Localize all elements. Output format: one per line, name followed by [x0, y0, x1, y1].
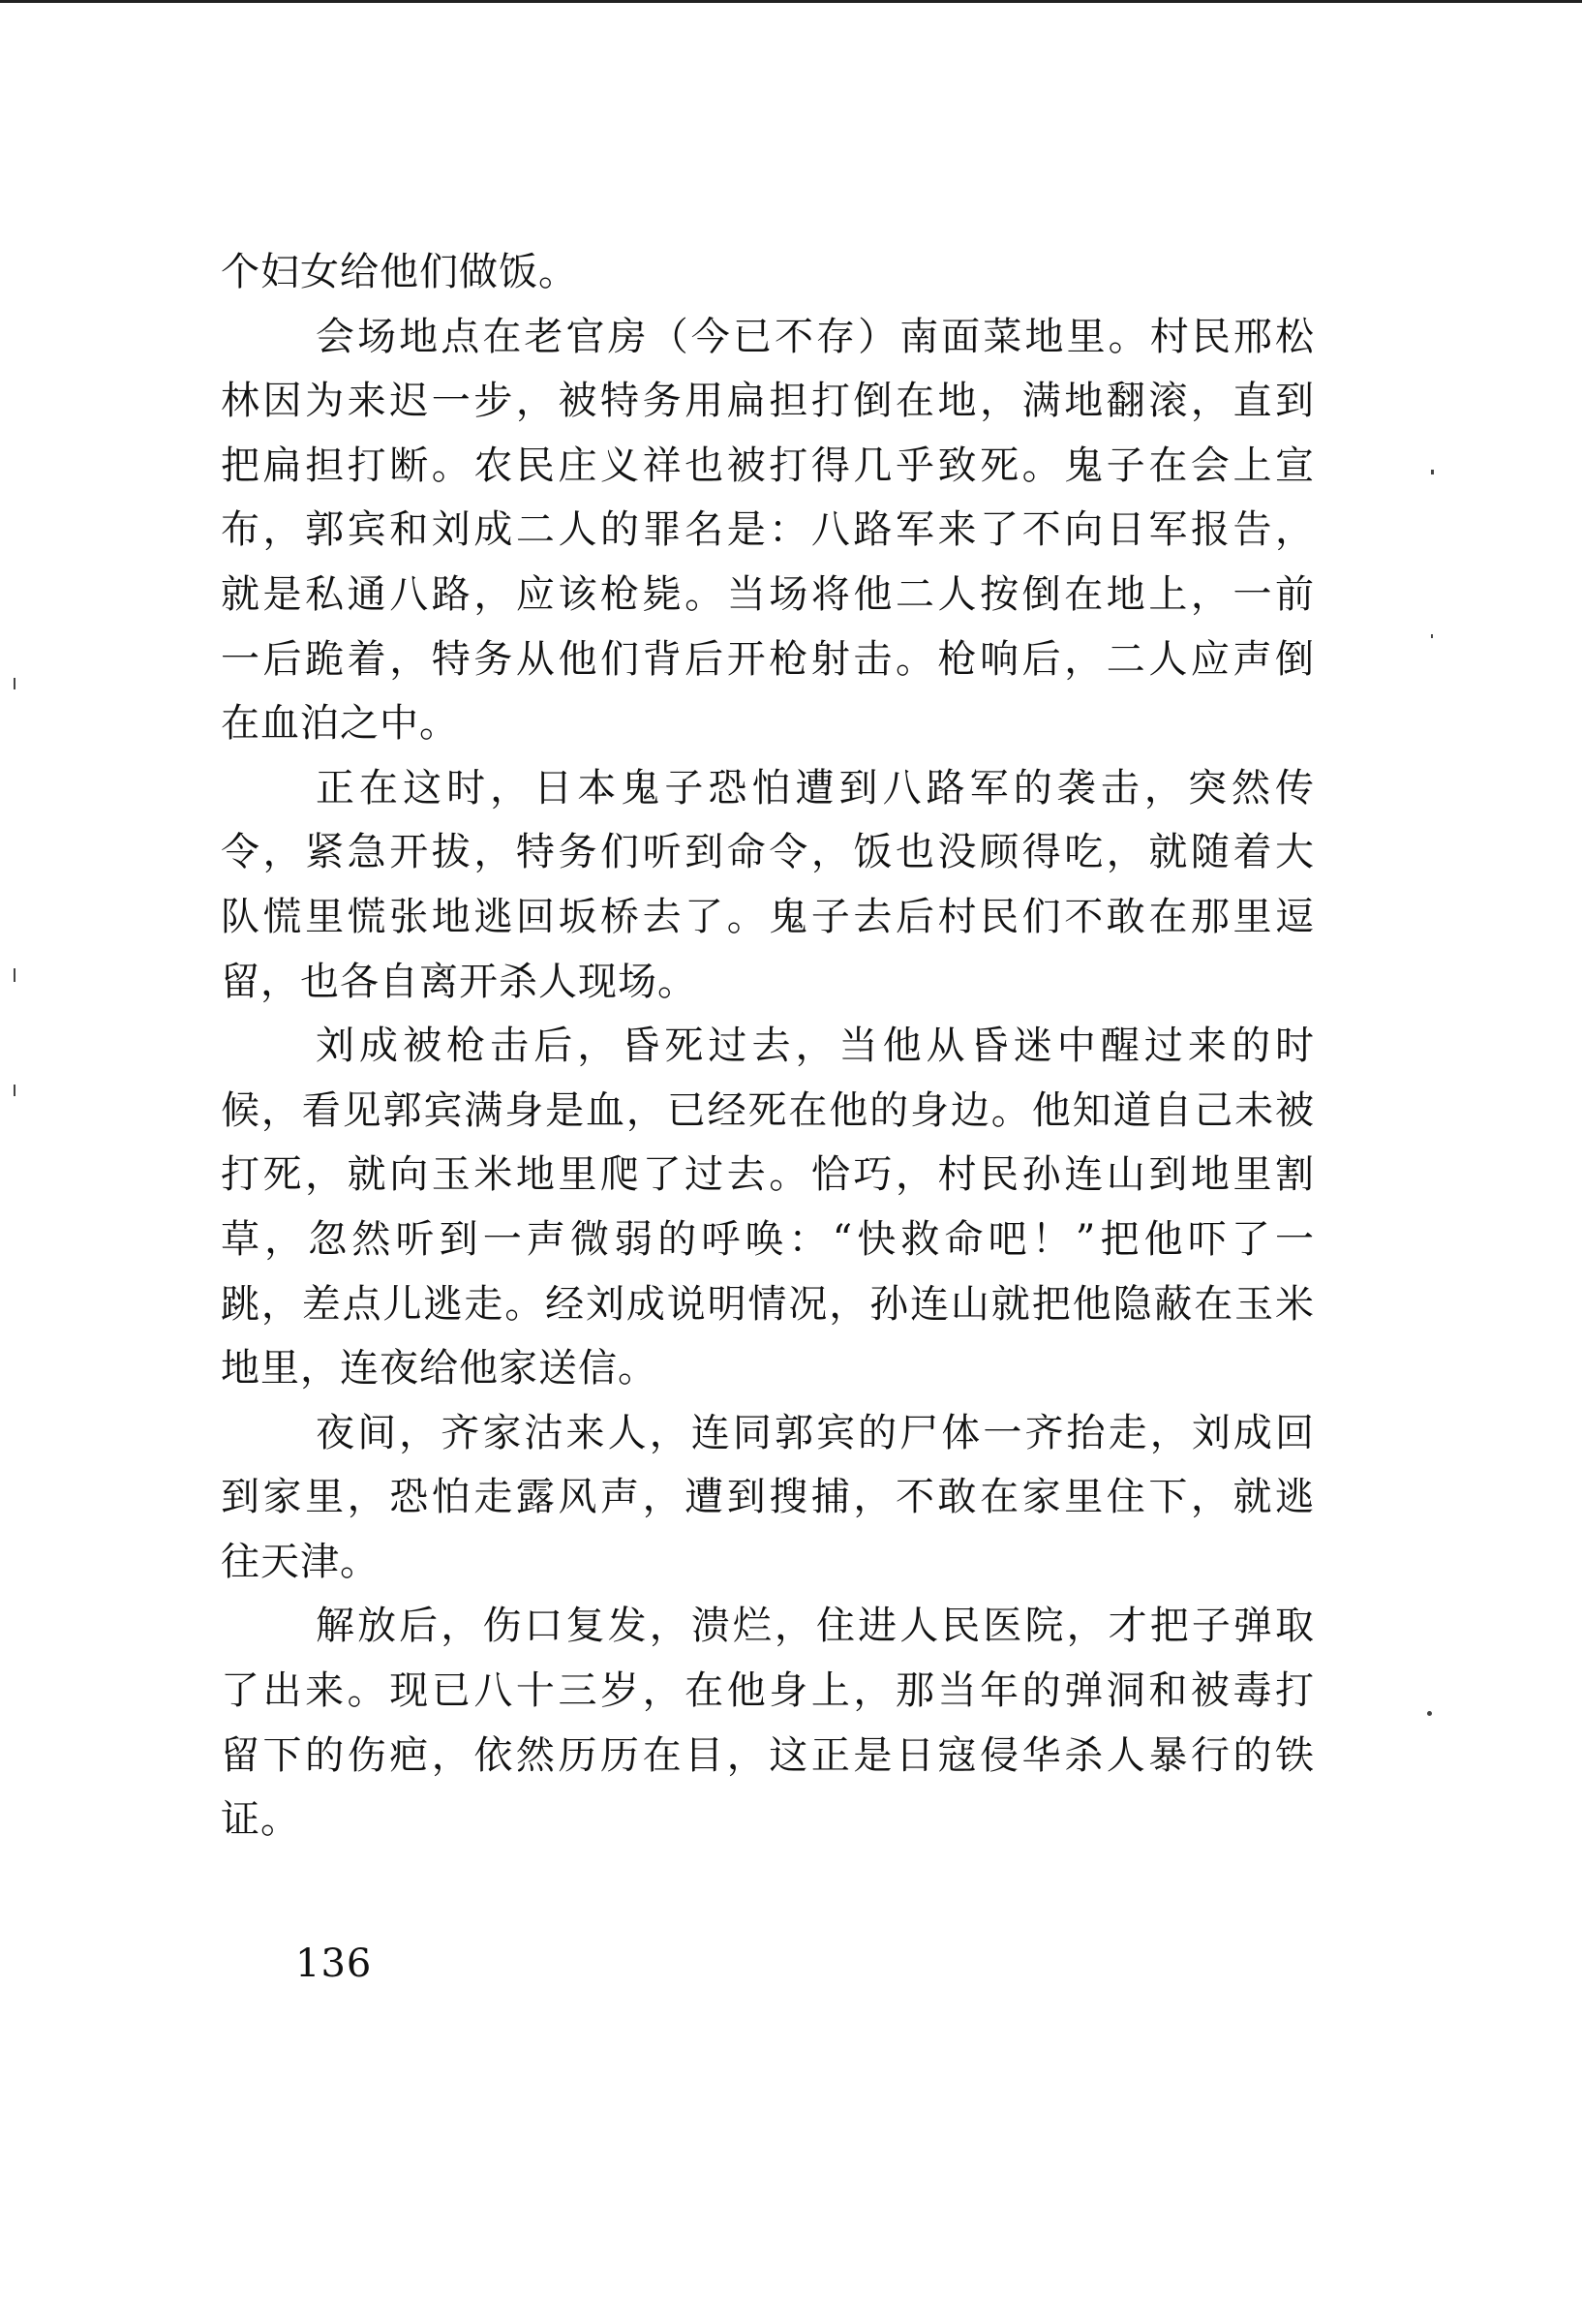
text-line: 解放后，伤口复发，溃烂，住进人民医院，才把子弹取	[316, 1604, 1315, 1649]
text-line: 正在这时，日本鬼子恐怕遭到八路军的袭击，突然传	[316, 765, 1315, 810]
scan-speck	[14, 968, 15, 982]
text-line: 夜间，齐家沽来人，连同郭宾的尸体一齐抬走，刘成回	[316, 1410, 1315, 1455]
scan-speck	[14, 678, 15, 689]
top-edge-rule	[0, 0, 1582, 3]
scan-speck	[1431, 634, 1433, 638]
text-line: 了出来。现已八十三岁，在他身上，那当年的弹洞和被毒打	[221, 1668, 1315, 1714]
text-line: 打死，就向玉米地里爬了过去。恰巧，村民孙连山到地里割	[221, 1152, 1315, 1198]
text-line: 林因为来迟一步，被特务用扁担打倒在地，满地翻滚，直到	[221, 379, 1315, 424]
text-line: 队慌里慌张地逃回坂桥去了。鬼子去后村民们不敢在那里逗	[221, 894, 1315, 939]
text-line: 跳，差点儿逃走。经刘成说明情况，孙连山就把他隐蔽在玉米	[221, 1281, 1315, 1327]
text-line: 留下的伤疤，依然历历在目，这正是日寇侵华杀人暴行的铁	[221, 1732, 1315, 1778]
text-line: 个妇女给他们做饭。	[221, 250, 578, 294]
scan-speck	[14, 1085, 15, 1096]
text-line: 令，紧急开拔，特务们听到命令，饭也没顾得吃，就随着大	[221, 830, 1315, 875]
text-line: 候，看见郭宾满身是血，已经死在他的身边。他知道自己未被	[221, 1087, 1315, 1133]
text-line: 草，忽然听到一声微弱的呼唤：“快救命吧！”把他吓了一	[221, 1216, 1315, 1262]
text-line: 到家里，恐怕走露风声，遭到搜捕，不敢在家里住下，就逃	[221, 1475, 1315, 1520]
text-line: 往天津。	[221, 1539, 380, 1584]
body-text	[221, 240, 1315, 1852]
text-line: 布，郭宾和刘成二人的罪名是：八路军来了不向日军报告，	[221, 507, 1315, 553]
text-line: 证。	[221, 1797, 300, 1843]
text-line: 就是私通八路，应该枪毙。当场将他二人按倒在地上，一前	[221, 571, 1315, 617]
text-line: 一后跪着，特务从他们背后开枪射击。枪响后，二人应声倒	[221, 636, 1315, 682]
scan-speck	[1431, 470, 1434, 474]
text-line: 刘成被枪击后，昏死过去，当他从昏迷中醒过来的时	[316, 1024, 1315, 1069]
text-line: 会场地点在老官房（今已不存）南面菜地里。村民邢松	[316, 314, 1315, 359]
scan-speck	[1427, 1711, 1432, 1716]
page-number: 136	[295, 1942, 373, 1986]
text-line: 地里，连夜给他家送信。	[221, 1346, 657, 1391]
text-line: 留，也各自离开杀人现场。	[221, 959, 697, 1004]
text-line: 在血泊之中。	[221, 701, 459, 747]
text-line: 把扁担打断。农民庄义祥也被打得几乎致死。鬼子在会上宣	[221, 443, 1315, 488]
